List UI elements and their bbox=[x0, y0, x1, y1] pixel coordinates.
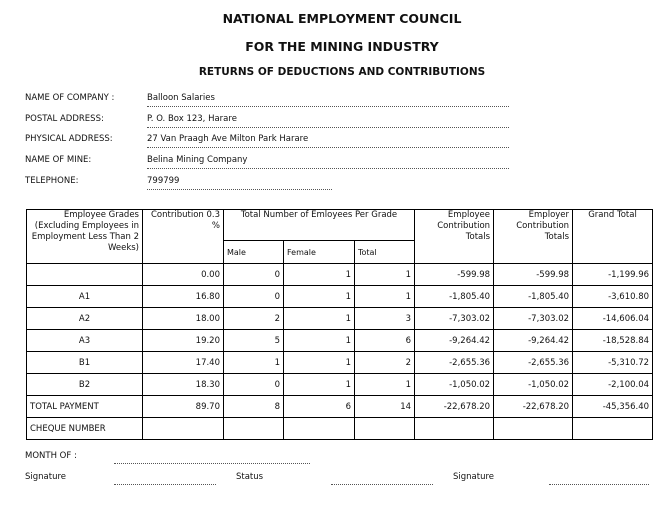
cell-female: 1 bbox=[284, 352, 355, 374]
company-name-label: NAME OF COMPANY : bbox=[25, 93, 115, 103]
postal-address-label: POSTAL ADDRESS: bbox=[25, 114, 104, 124]
telephone-label: TELEPHONE: bbox=[25, 176, 79, 186]
title-line-1: NATIONAL EMPLOYMENT COUNCIL bbox=[222, 11, 462, 26]
cell-grade: B1 bbox=[27, 352, 143, 374]
cell-contribution: 17.40 bbox=[143, 352, 224, 374]
total-female: 6 bbox=[284, 396, 355, 418]
table-row bbox=[27, 352, 653, 374]
cell-contribution: 18.00 bbox=[143, 308, 224, 330]
cell-total: 3 bbox=[355, 308, 415, 330]
cell-total: 2 bbox=[355, 352, 415, 374]
cell-grand: -2,100.04 bbox=[573, 374, 653, 396]
company-name-value: Balloon Salaries bbox=[147, 93, 215, 103]
cell-employer: -2,655.36 bbox=[494, 352, 573, 374]
header-employer-contribution: Employer Contribution Totals bbox=[494, 210, 573, 264]
cell-employee: -9,264.42 bbox=[415, 330, 494, 352]
cell-male: 5 bbox=[224, 330, 284, 352]
signature-line-2 bbox=[549, 484, 649, 485]
cell-female: 1 bbox=[284, 264, 355, 286]
cell-employer: -9,264.42 bbox=[494, 330, 573, 352]
cell-employee: -1,050.02 bbox=[415, 374, 494, 396]
total-total: 14 bbox=[355, 396, 415, 418]
cell-grade: A1 bbox=[27, 286, 143, 308]
cell-employee: -599.98 bbox=[415, 264, 494, 286]
cell-male: 0 bbox=[224, 374, 284, 396]
cell-total: 1 bbox=[355, 264, 415, 286]
cheque-cell bbox=[573, 418, 653, 440]
table-row bbox=[27, 286, 653, 308]
cell-contribution: 0.00 bbox=[143, 264, 224, 286]
header-employee-contribution: Employee Contribution Totals bbox=[415, 210, 494, 264]
cell-contribution: 16.80 bbox=[143, 286, 224, 308]
telephone-value: 799799 bbox=[147, 176, 180, 186]
cell-grade bbox=[27, 264, 143, 286]
month-of-line bbox=[114, 463, 310, 464]
cell-grand: -18,528.84 bbox=[573, 330, 653, 352]
total-employer: -22,678.20 bbox=[494, 396, 573, 418]
cell-female: 1 bbox=[284, 330, 355, 352]
header-grades: Employee Grades (Excluding Employees in Employment Less Than 2 Weeks) bbox=[27, 210, 143, 264]
cell-employer: -7,303.02 bbox=[494, 308, 573, 330]
cell-grand: -3,610.80 bbox=[573, 286, 653, 308]
cell-employer: -1,050.02 bbox=[494, 374, 573, 396]
mine-name-value: Belina Mining Company bbox=[147, 155, 248, 165]
cheque-cell bbox=[415, 418, 494, 440]
header-total: Total bbox=[355, 241, 415, 264]
cell-male: 2 bbox=[224, 308, 284, 330]
header-male: Male bbox=[224, 241, 284, 264]
signature-label-2: Signature bbox=[453, 472, 495, 482]
status-label: Status bbox=[236, 472, 264, 482]
header-total-employees: Total Number of Emloyees Per Grade bbox=[224, 210, 415, 241]
cell-grand: -5,310.72 bbox=[573, 352, 653, 374]
mine-name-label: NAME OF MINE: bbox=[25, 155, 92, 165]
cell-contribution: 18.30 bbox=[143, 374, 224, 396]
total-contribution: 89.70 bbox=[143, 396, 224, 418]
title-line-3: RETURNS OF DEDUCTIONS AND CONTRIBUTIONS bbox=[198, 66, 486, 78]
cell-employee: -7,303.02 bbox=[415, 308, 494, 330]
cell-total: 6 bbox=[355, 330, 415, 352]
cheque-cell bbox=[143, 418, 224, 440]
cell-female: 1 bbox=[284, 308, 355, 330]
telephone-line bbox=[147, 189, 332, 190]
cheque-label: CHEQUE NUMBER bbox=[27, 418, 143, 440]
cell-grand: -14,606.04 bbox=[573, 308, 653, 330]
cheque-cell bbox=[494, 418, 573, 440]
cell-employee: -1,805.40 bbox=[415, 286, 494, 308]
month-of-label: MONTH OF : bbox=[25, 451, 77, 461]
cheque-row bbox=[27, 418, 653, 440]
signature-line-1 bbox=[114, 484, 216, 485]
cheque-cell bbox=[355, 418, 415, 440]
mine-name-line bbox=[147, 168, 509, 169]
table-row bbox=[27, 264, 653, 286]
table-row bbox=[27, 308, 653, 330]
cheque-cell bbox=[224, 418, 284, 440]
cell-grand: -1,199.96 bbox=[573, 264, 653, 286]
header-female: Female bbox=[284, 241, 355, 264]
table-row bbox=[27, 374, 653, 396]
cell-grade: B2 bbox=[27, 374, 143, 396]
cell-employer: -599.98 bbox=[494, 264, 573, 286]
signature-label-1: Signature bbox=[25, 472, 67, 482]
postal-address-line bbox=[147, 127, 509, 128]
physical-address-line bbox=[147, 147, 509, 148]
total-grand: -45,356.40 bbox=[573, 396, 653, 418]
cell-male: 1 bbox=[224, 352, 284, 374]
cell-contribution: 19.20 bbox=[143, 330, 224, 352]
physical-address-label: PHYSICAL ADDRESS: bbox=[25, 134, 113, 144]
company-name-line bbox=[147, 106, 509, 107]
cell-total: 1 bbox=[355, 374, 415, 396]
cell-total: 1 bbox=[355, 286, 415, 308]
table-row bbox=[27, 330, 653, 352]
total-employee: -22,678.20 bbox=[415, 396, 494, 418]
cell-employer: -1,805.40 bbox=[494, 286, 573, 308]
cell-male: 0 bbox=[224, 286, 284, 308]
cheque-cell bbox=[284, 418, 355, 440]
physical-address-value: 27 Van Praagh Ave Milton Park Harare bbox=[147, 134, 309, 144]
status-line bbox=[331, 484, 433, 485]
total-label: TOTAL PAYMENT bbox=[27, 396, 143, 418]
title-line-2: FOR THE MINING INDUSTRY bbox=[245, 39, 439, 54]
cell-grade: A2 bbox=[27, 308, 143, 330]
cell-employee: -2,655.36 bbox=[415, 352, 494, 374]
total-male: 8 bbox=[224, 396, 284, 418]
postal-address-value: P. O. Box 123, Harare bbox=[147, 114, 237, 124]
contributions-table bbox=[26, 209, 653, 440]
total-row bbox=[27, 396, 653, 418]
cell-female: 1 bbox=[284, 286, 355, 308]
cell-female: 1 bbox=[284, 374, 355, 396]
cell-grade: A3 bbox=[27, 330, 143, 352]
header-grand-total: Grand Total bbox=[573, 210, 653, 264]
cell-male: 0 bbox=[224, 264, 284, 286]
header-contribution: Contribution 0.3 % bbox=[143, 210, 224, 264]
